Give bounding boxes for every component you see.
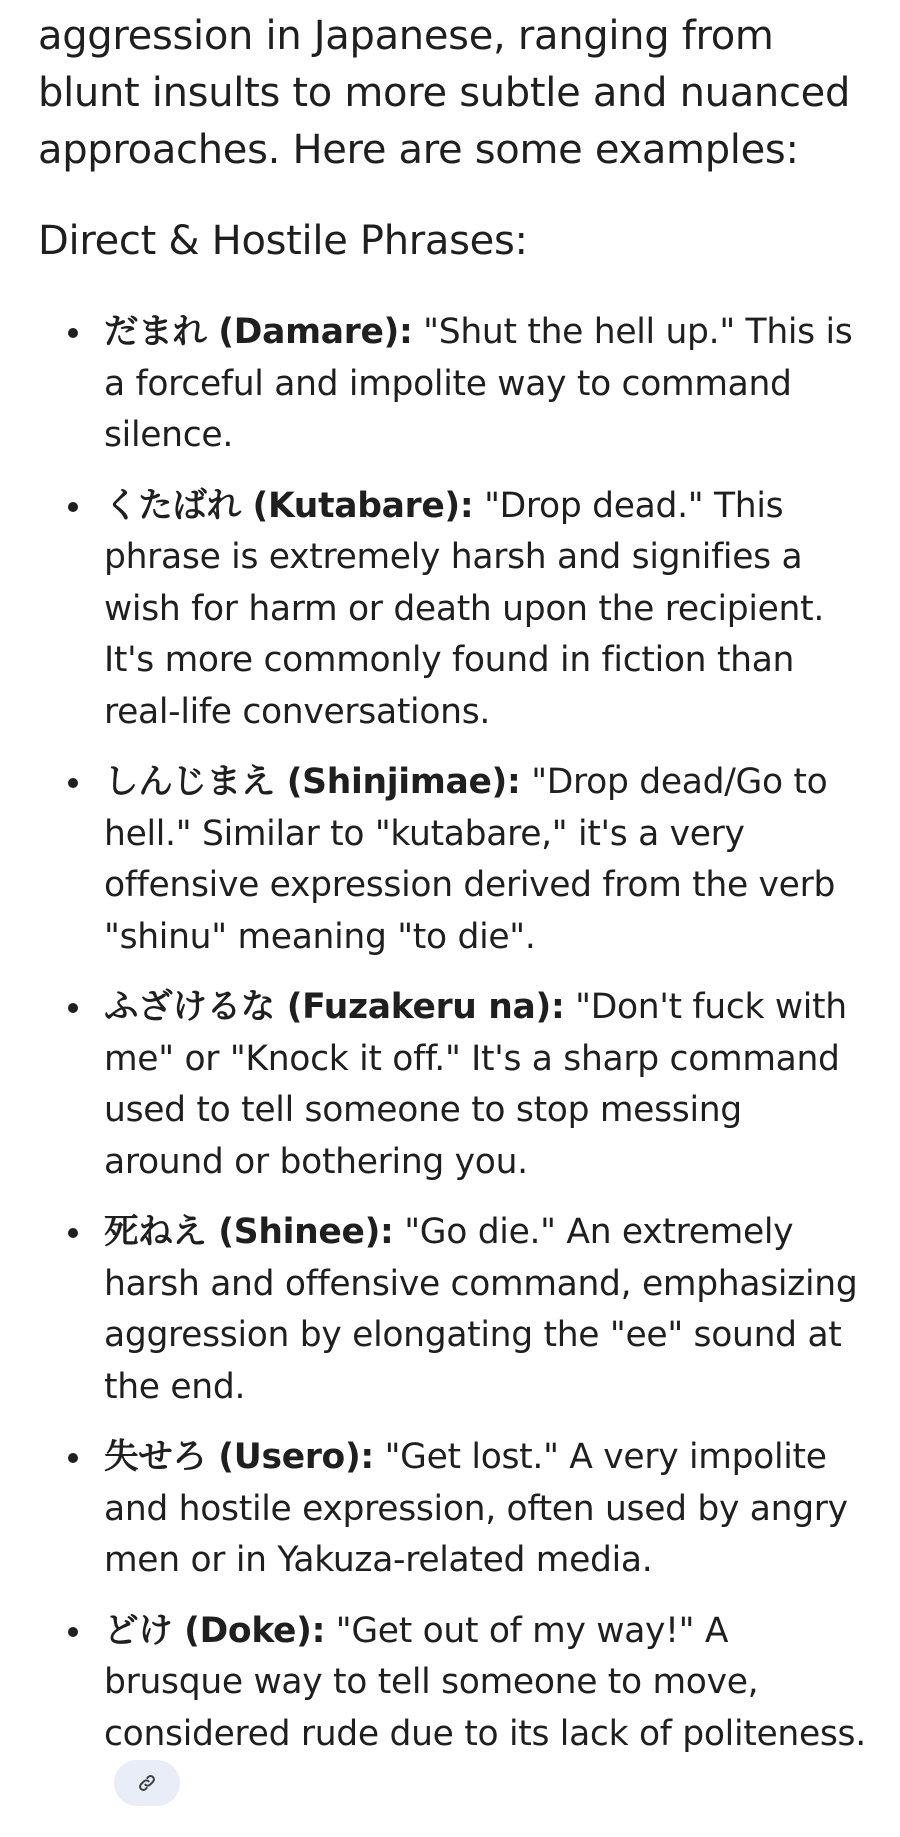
bullet-icon — [68, 1003, 78, 1013]
phrase-description: "Get lost." A very impolite and hostile expression, often used by angry men or in Yakuza-related media. — [104, 1437, 848, 1580]
section-heading: Direct & Hostile Phrases: — [38, 218, 528, 264]
list-item — [38, 982, 868, 1188]
list-item — [38, 1207, 868, 1413]
response-content — [38, 8, 868, 1831]
phrase-term: しんじまえ (Shinjimae): — [104, 762, 521, 802]
bullet-icon — [68, 1228, 78, 1238]
list-item — [38, 1606, 868, 1812]
phrase-list — [38, 307, 868, 1812]
phrase-term: だまれ (Damare): — [104, 312, 413, 352]
list-item — [38, 1432, 868, 1587]
phrase-term: 失せろ (Usero): — [104, 1437, 374, 1477]
phrase-term: 死ねえ (Shinee): — [104, 1212, 394, 1252]
phrase-description: "Drop dead/Go to hell." Similar to "kutabare," it's a very offensive expression derived from the verb "shinu" meaning "to die". — [104, 762, 836, 957]
list-item — [38, 481, 868, 739]
bullet-icon — [68, 328, 78, 338]
list-item — [38, 757, 868, 963]
phrase-term: ふざけるな (Fuzakeru na): — [104, 987, 565, 1027]
bullet-icon — [68, 502, 78, 512]
intro-paragraph: aggression in Japanese, ranging from blunt insults to more subtle and nuanced approaches. Here are some examples: — [38, 13, 851, 173]
link-icon — [137, 1773, 157, 1793]
bullet-icon — [68, 1627, 78, 1637]
phrase-term: くたばれ (Kutabare): — [104, 485, 474, 526]
source-link-chip[interactable] — [114, 1760, 180, 1806]
phrase-description: "Get out of my way!" A brusque way to tell someone to move, considered rude due to its lack of politeness. — [104, 1610, 866, 1754]
phrase-description: "Drop dead." This phrase is extremely harsh and signifies a wish for harm or death upon the recipient. It's more commonly found in fiction than real-life conversations. — [104, 485, 825, 732]
bullet-icon — [68, 778, 78, 788]
phrase-description: "Go die." An extremely harsh and offensive command, emphasizing aggression by elongating the "ee" sound at the end. — [104, 1212, 858, 1407]
phrase-description: "Shut the hell up." This is a forceful and impolite way to command silence. — [104, 312, 853, 455]
phrase-description: "Don't fuck with me" or "Knock it off." It's a sharp command used to tell someone to stop messing around or bothering you. — [104, 987, 847, 1182]
list-item — [38, 307, 868, 462]
bullet-icon — [68, 1453, 78, 1463]
phrase-term: どけ (Doke): — [104, 1610, 326, 1651]
